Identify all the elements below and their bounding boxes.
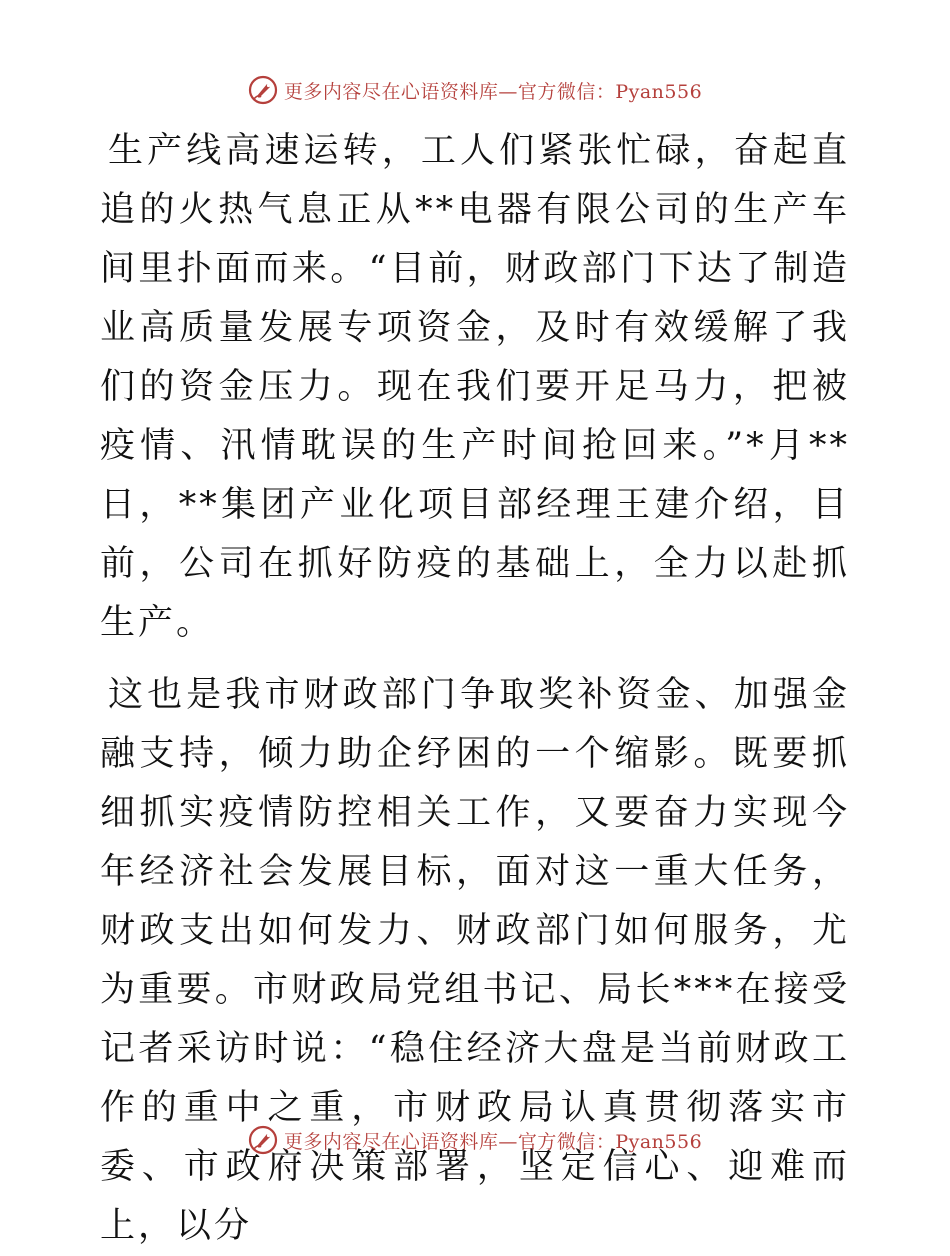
paragraph-2: 这也是我市财政部门争取奖补资金、加强金融支持，倾力助企纾困的一个缩影。既要抓细抓实疫情防控相关工作，又要奋力实现今年经济社会发展目标，面对这一重大任务，财政支出如何发力、财政部门如何服务，尤为重要。市财政局党组书记、局长***在接受记者采访时说：“稳住经济大盘是当前财政工作的重中之重，市财政局认真贯彻落实市委、市政府决策部署，坚定信心、迎难而上，以分 [100, 675, 850, 1246]
header-wechat-id: Pyan556 [615, 80, 703, 103]
paragraph-1: 生产线高速运转，工人们紧张忙碌，奋起直追的火热气息正从**电器有限公司的生产车间里扑面而来。“目前，财政部门下达了制造业高质量发展专项资金，及时有效缓解了我们的资金压力。现在我们要开足马力，把被疫情、汛情耽误的生产时间抢回来。”*月**日，**集团产业化项目部经理王建介绍，目前，公司在抓好防疫的基础上，全力以赴抓生产。 [100, 131, 850, 643]
pen-nib-logo-icon [248, 75, 278, 105]
document-body [100, 122, 850, 1256]
footer-banner-text: 更多内容尽在心语资料库—官方微信：Pyan556 [283, 1130, 703, 1153]
footer-wechat-id: Pyan556 [615, 1130, 703, 1153]
footer-banner [0, 1120, 950, 1160]
header-banner [0, 70, 950, 110]
pen-nib-logo-icon [248, 1125, 278, 1155]
header-banner-text: 更多内容尽在心语资料库—官方微信：Pyan556 [283, 80, 703, 103]
